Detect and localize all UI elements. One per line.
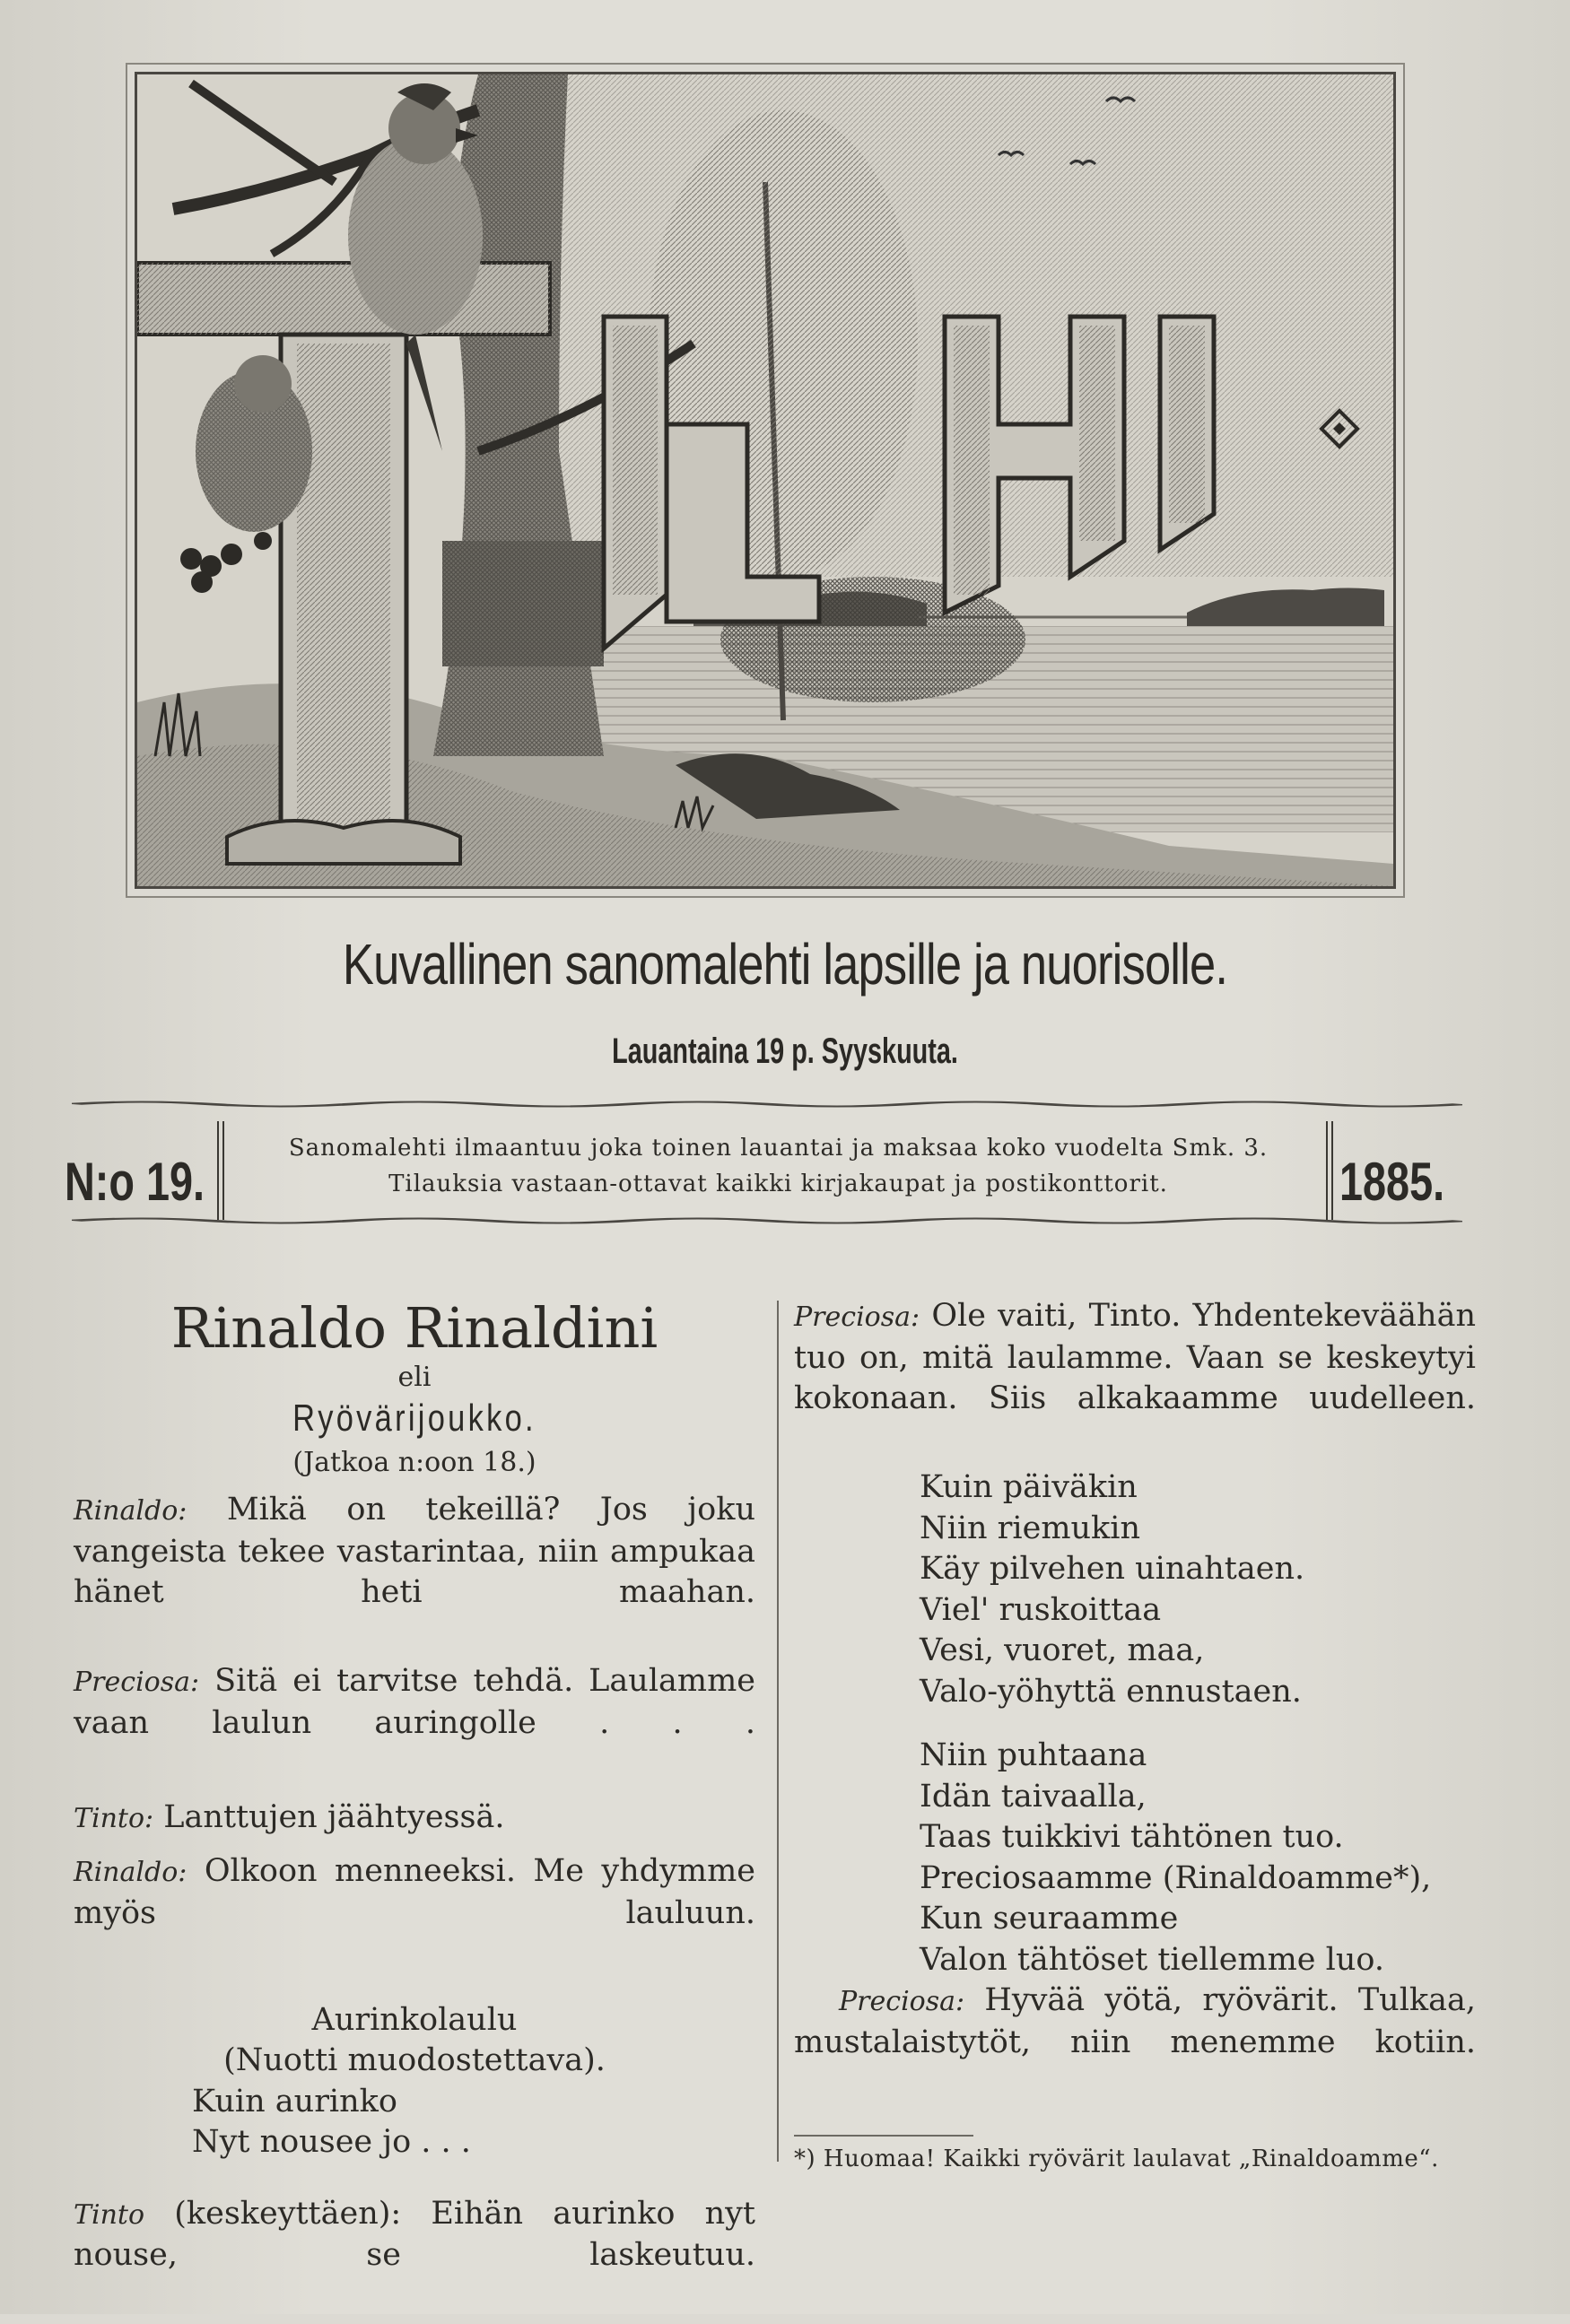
masthead-illustration xyxy=(135,72,1396,889)
dialogue-paragraph xyxy=(74,1851,755,1975)
speaker-name: Tinto: xyxy=(74,1802,154,1834)
dialogue-paragraph xyxy=(74,2194,755,2318)
issue-date: Lauantaina 19 p. Syyskuuta. xyxy=(612,1031,958,1071)
masthead-subtitle: Kuvallinen sanomalehti lapsille ja nuorisolle. xyxy=(342,932,1228,997)
verse-line: Kun seuraamme xyxy=(920,1901,1179,1937)
dialogue-text: Lanttujen jäähtyessä. xyxy=(163,1798,505,1835)
speaker-name: Rinaldo: xyxy=(74,1857,188,1888)
issue-year: 1885. xyxy=(1339,1152,1445,1212)
verse-line: Preciosaamme (Rinaldoamme*), xyxy=(920,1859,1432,1896)
strip-divider-left-inner xyxy=(222,1121,224,1220)
verse-line: Niin riemukin xyxy=(920,1510,1140,1546)
verse-line: Valo-yöhyttä ennustaen. xyxy=(920,1673,1302,1710)
speaker-name: Rinaldo: xyxy=(74,1495,188,1527)
wavy-rule-top xyxy=(72,1099,1462,1110)
dialogue-paragraph xyxy=(74,1661,755,1785)
dialogue-text: Hyvää yötä, ryövärit. Tulkaa, mustalaistytöt, niin menemme kotiin. xyxy=(794,1982,1476,2060)
wavy-rule-bottom xyxy=(72,1215,1462,1226)
footnote-rule xyxy=(794,2135,973,2137)
subscription-line-1: Sanomalehti ilmaantuu joka toinen lauantai ja maksaa koko vuodelta Smk. 3. xyxy=(288,1135,1269,1162)
verse-line: Viel' ruskoittaa xyxy=(920,1591,1162,1628)
verse-line: Nyt nousee jo . . . xyxy=(192,2124,471,2160)
right-column xyxy=(794,1296,1476,2176)
strip-divider-right-inner xyxy=(1331,1121,1333,1220)
story-subtitle: Ryövärijoukko. xyxy=(292,1397,536,1439)
verse-line: Niin puhtaana xyxy=(920,1737,1147,1773)
verse-line: Käy pilvehen uinahtaen. xyxy=(920,1551,1305,1587)
story-continuation-note: (Jatkoa n:oon 18.) xyxy=(292,1447,536,1478)
speaker-name: Preciosa: xyxy=(74,1667,200,1698)
column-divider xyxy=(777,1301,779,2162)
strip-divider-left xyxy=(217,1121,219,1220)
verse-line: Taas tuikkivi tähtönen tuo. xyxy=(920,1819,1344,1855)
verse-line: Vesi, vuoret, maa, xyxy=(920,1632,1205,1668)
dialogue-paragraph xyxy=(794,1296,1476,1460)
dialogue-paragraph xyxy=(74,1490,755,1654)
story-conjunction: eli xyxy=(397,1362,432,1393)
speaker-name: Preciosa: xyxy=(839,1986,965,2017)
dialogue-paragraph xyxy=(794,1980,1476,2104)
verse-line: Valon tähtöset tiellemme luo. xyxy=(920,1941,1384,1978)
dialogue-text: Sitä ei tarvitse tehdä. Laulamme vaan laulun auringolle . . . xyxy=(74,1663,755,1741)
strip-divider-right xyxy=(1326,1121,1328,1220)
story-title: Rinaldo Rinaldini xyxy=(170,1295,659,1361)
verse-stanza xyxy=(794,1736,1476,1980)
issue-number: N:o 19. xyxy=(65,1152,205,1212)
subscription-info xyxy=(229,1130,1328,1202)
footnote: *) Huomaa! Kaikki ryövärit laulavat „Rinaldoamme“. xyxy=(794,2145,1439,2172)
verse-line: Kuin päiväkin xyxy=(920,1469,1138,1505)
dialogue-text: Ole vaiti, Tinto. Yhdentekeväähän tuo on, mitä laulamme. Vaan se keskeytyi kokonaan. Siis alkakaamme uudelleen. xyxy=(794,1298,1476,1416)
song-title: Aurinkolaulu xyxy=(311,2001,518,2038)
song-note: (Nuotti muodostettava). xyxy=(223,2042,606,2078)
left-column xyxy=(74,1296,755,2324)
dialogue-text: (keskeyttäen): Eihän aurinko nyt nouse, se laskeutuu. xyxy=(74,2195,755,2273)
dialogue-text: Olkoon menneeksi. Me yhdymme myös lauluun. xyxy=(74,1853,755,1931)
speaker-name: Preciosa: xyxy=(794,1301,920,1333)
verse-line: Idän taivaalla, xyxy=(920,1778,1147,1815)
subscription-line-2: Tilauksia vastaan-ottavat kaikki kirjakaupat ja postikonttorit. xyxy=(388,1171,1168,1197)
speaker-name: Tinto xyxy=(74,2198,145,2231)
dialogue-text: Mikä on tekeillä? Jos joku vangeista tekee vastarintaa, niin ampukaa hänet heti maahan. xyxy=(74,1492,755,1610)
verse-line: Kuin aurinko xyxy=(192,2083,397,2119)
dialogue-paragraph xyxy=(74,1797,755,1840)
verse-stanza xyxy=(794,1467,1476,1712)
